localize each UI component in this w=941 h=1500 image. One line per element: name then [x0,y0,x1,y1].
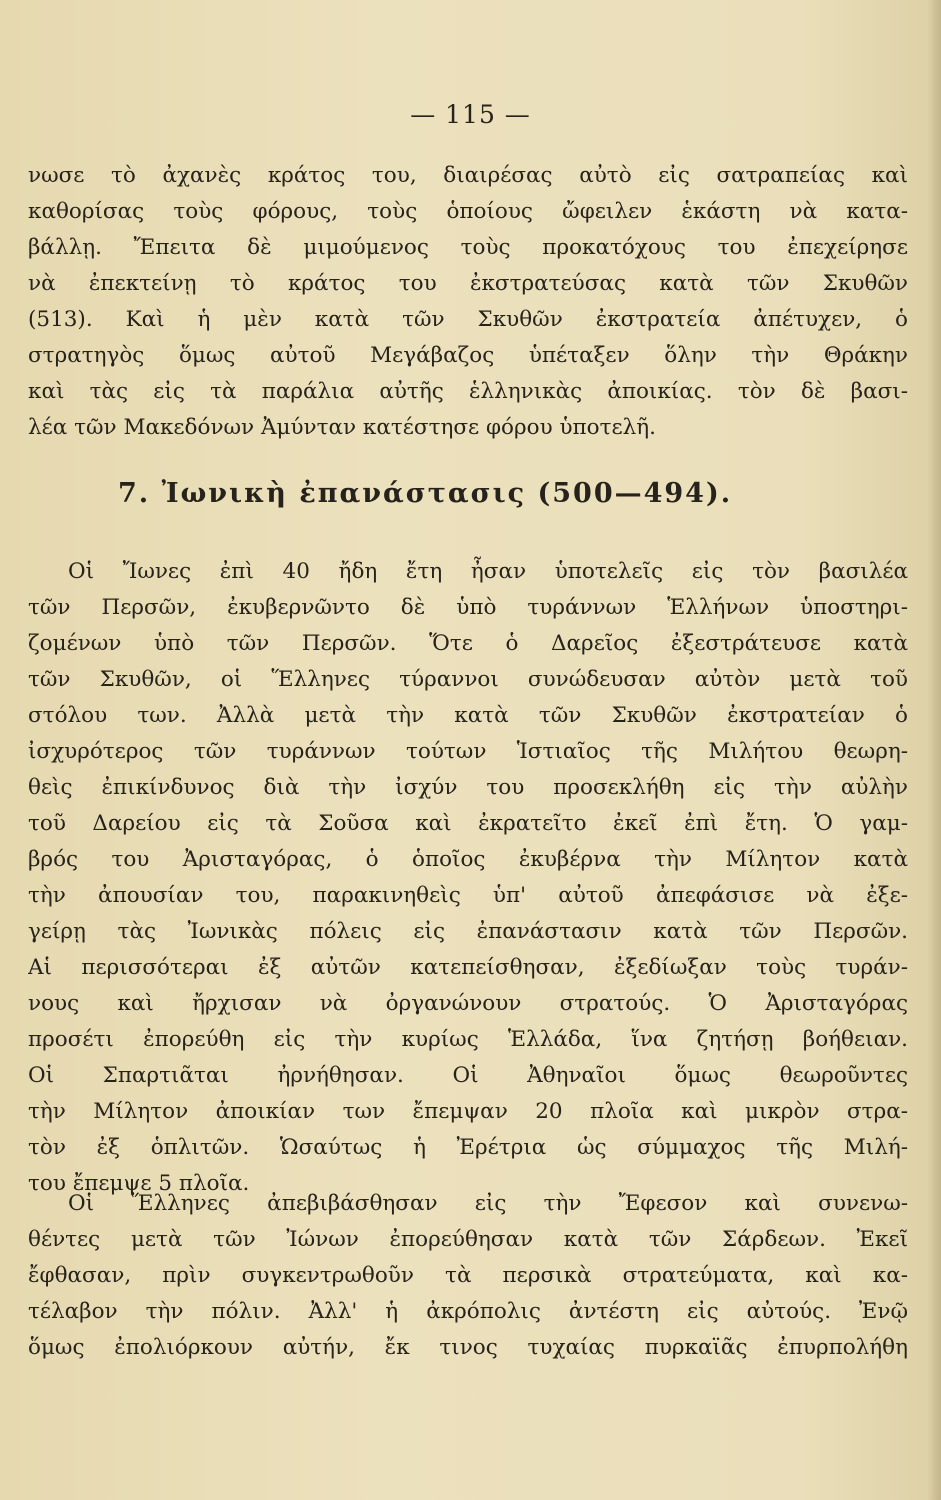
text-line: τὸν ἐξ ὁπλιτῶν. Ὡσαύτως ἡ Ἐρέτρια ὡς σύμμαχος τῆς Μιλή- [28,1135,908,1160]
paragraph-1 [28,158,908,446]
paragraph-2 [28,554,908,1202]
text-line: ὅμως ἐπολιόρκουν αὐτήν, ἔκ τινος τυχαίας πυρκαϊᾶς ἐπυρπολήθη [28,1335,908,1360]
text-line: νους καὶ ἤρχισαν νὰ ὀργανώνουν στρατούς. Ὁ Ἀρισταγόρας [28,991,908,1016]
text-line: στόλου των. Ἀλλὰ μετὰ τὴν κατὰ τῶν Σκυθῶν ἐκστρατείαν ὁ [28,703,908,728]
text-line: τὴν Μίλητον ἀποικίαν των ἔπεμψαν 20 πλοῖα καὶ μικρὸν στρα- [28,1099,908,1124]
text-line: νὰ ἐπεκτείνῃ τὸ κράτος του ἐκστρατεύσας κατὰ τῶν Σκυθῶν [28,271,908,296]
text-line: βρός του Ἀρισταγόρας, ὁ ὁποῖος ἐκυβέρνα τὴν Μίλητον κατὰ [28,847,908,872]
text-line: τὴν ἀπουσίαν του, παρακινηθεὶς ὑπ' αὐτοῦ ἀπεφάσισε νὰ ἐξε- [28,883,908,908]
text-line: Οἱ Σπαρτιᾶται ἠρνήθησαν. Οἱ Ἀθηναῖοι ὅμως θεωροῦντες [28,1063,908,1088]
section-heading: 7. Ἰωνικὴ ἐπανάστασις (500—494). [118,478,733,509]
text-line: βάλλῃ. Ἔπειτα δὲ μιμούμενος τοὺς προκατόχους του ἐπεχείρησε [28,235,908,260]
page-number: — 115 — [410,100,531,129]
paragraph-3 [28,1186,908,1366]
text-line: ἔφθασαν, πρὶν συγκεντρωθοῦν τὰ περσικὰ στρατεύματα, καὶ κα- [28,1263,908,1288]
text-line: καὶ τὰς εἰς τὰ παράλια αὐτῆς ἑλληνικὰς ἀποικίας. τὸν δὲ βασι- [28,379,908,404]
text-line: Οἱ Ἴωνες ἐπὶ 40 ἤδη ἔτη ἦσαν ὑποτελεῖς εἰς τὸν βασιλέα [68,559,908,584]
text-line: προσέτι ἐπορεύθη εἰς τὴν κυρίως Ἑλλάδα, ἵνα ζητήσῃ βοήθειαν. [28,1027,908,1052]
text-line: ἰσχυρότερος τῶν τυράννων τούτων Ἱστιαῖος τῆς Μιλήτου θεωρη- [28,739,908,764]
text-line: καθορίσας τοὺς φόρους, τοὺς ὁποίους ὤφειλεν ἑκάστη νὰ κατα- [28,199,908,224]
text-line: τῶν Περσῶν, ἐκυβερνῶντο δὲ ὑπὸ τυράννων Ἑλλήνων ὑποστηρι- [28,595,908,620]
text-line: (513). Καὶ ἡ μὲν κατὰ τῶν Σκυθῶν ἐκστρατεία ἀπέτυχεν, ὁ [28,307,908,332]
text-line: νωσε τὸ ἀχανὲς κράτος του, διαιρέσας αὐτὸ εἰς σατραπείας καὶ [28,163,908,188]
text-line: Αἱ περισσότεραι ἐξ αὐτῶν κατεπείσθησαν, ἐξεδίωξαν τοὺς τυράν- [28,955,908,980]
text-line: λέα τῶν Μακεδόνων Ἀμύνταν κατέστησε φόρου ὑποτελῆ. [28,415,657,440]
text-line: θεὶς ἐπικίνδυνος διὰ τὴν ἰσχύν του προσεκλήθη εἰς τὴν αὐλὴν [28,775,908,800]
text-line: γείρῃ τὰς Ἰωνικὰς πόλεις εἰς ἐπανάστασιν κατὰ τῶν Περσῶν. [28,919,908,944]
text-line: Οἱ Ἕλληνες ἀπεβιβάσθησαν εἰς τὴν Ἔφεσον καὶ συνενω- [68,1191,908,1216]
text-line: θέντες μετὰ τῶν Ἰώνων ἐπορεύθησαν κατὰ τῶν Σάρδεων. Ἐκεῖ [28,1227,908,1252]
text-line: τῶν Σκυθῶν, οἱ Ἕλληνες τύραννοι συνώδευσαν αὐτὸν μετὰ τοῦ [28,667,908,692]
text-line: τέλαβον τὴν πόλιν. Ἀλλ' ἡ ἀκρόπολις ἀντέστη εἰς αὐτούς. Ἐνῷ [28,1299,908,1324]
text-line: τοῦ Δαρείου εἰς τὰ Σοῦσα καὶ ἐκρατεῖτο ἐκεῖ ἐπὶ ἔτη. Ὁ γαμ- [28,811,908,836]
page-edge-shadow [927,0,941,1500]
text-line: του ἔπεμψε 5 πλοῖα. [28,1171,250,1196]
text-line: στρατηγὸς ὅμως αὐτοῦ Μεγάβαζος ὑπέταξεν ὅλην τὴν Θράκην [28,343,908,368]
text-line: ζομένων ὑπὸ τῶν Περσῶν. Ὅτε ὁ Δαρεῖος ἐξεστράτευσε κατὰ [28,631,908,656]
